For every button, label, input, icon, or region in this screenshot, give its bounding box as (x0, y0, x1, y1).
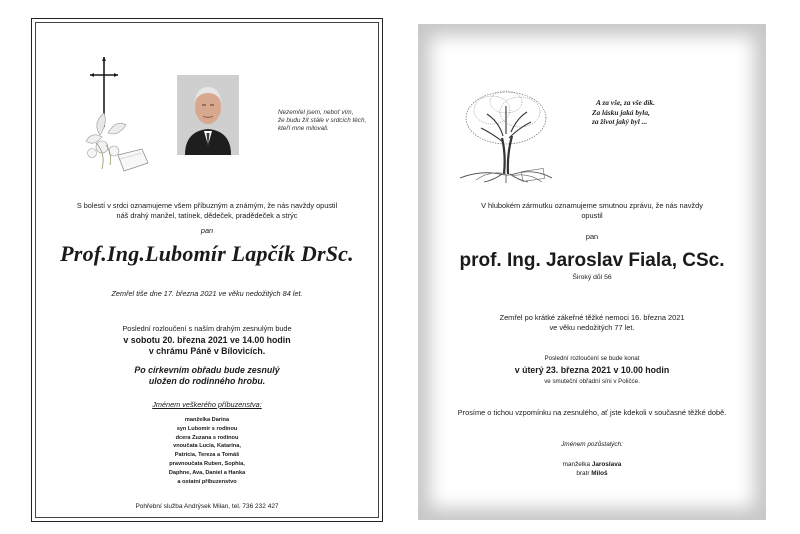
pan-label: pan (200, 226, 214, 235)
quote-line: že budu žít stále v srdcích těch, (278, 117, 367, 124)
family-role: bratr (576, 470, 590, 477)
family-line: pravnoučata Ruben, Sophia, (169, 460, 245, 467)
announcement-intro (418, 201, 766, 222)
quote (278, 109, 378, 133)
cross-with-lilies-icon (82, 55, 162, 175)
farewell-line: v sobotu 20. března 2021 ve 14.00 hodin (123, 335, 291, 345)
intro-line: S bolestí v srdci oznamujeme všem příbuzným a známým, že nás navždy opustil (76, 201, 338, 210)
pan-label: pan (585, 232, 599, 241)
intro-line: opustil (581, 211, 603, 221)
motto (592, 98, 712, 127)
motto-line: A za vše, za vše dík. (596, 98, 655, 107)
burial-line: Po církevním obřadu bude zesnulý (134, 365, 280, 375)
family-list (418, 460, 766, 478)
farewell-place: ve smuteční obřadní síni v Poličce. (544, 378, 640, 385)
family-member-name: Jaroslava (591, 461, 622, 468)
family-role: manželka (562, 461, 591, 468)
intro-line: náš drahý manžel, tatínek, dědeček, pradědeček a strýc (116, 211, 298, 220)
death-line: ve věku nedožitých 77 let. (549, 323, 635, 332)
deceased-name: Prof.Ing.Lubomír Lapčík DrSc. (60, 241, 354, 266)
death-line: Zemřel po krátké zákeřné těžké nemoci 16. března 2021 (499, 313, 685, 322)
family-line: manželka Darina (184, 417, 230, 423)
family-line: Daphne, Ava, Daniel a Hanka (168, 469, 246, 476)
family-line: Patricia, Tereza a Tomáš (174, 452, 240, 459)
burial-line: uložen do rodinného hrobu. (148, 376, 266, 386)
motto-line: za život jaký byl ... (592, 117, 648, 127)
funeral-service: Pohřební služba Andrýsek Milan, tel. 736 232 427 (135, 503, 279, 510)
deceased-address: Široký důl 56 (572, 274, 612, 281)
deceased-name: prof. Ing. Jaroslav Fiala, CSc. (459, 250, 725, 271)
farewell-datetime: v úterý 23. března 2021 v 10.00 hodin (514, 365, 670, 375)
farewell-intro: Poslední rozloučení s naším drahým zesnulým bude (122, 324, 292, 333)
family-line (418, 460, 766, 469)
obituary-notice-left (31, 18, 383, 522)
family-line: vnoučata Lucia, Katarína, (173, 443, 241, 450)
farewell-details (32, 335, 382, 357)
motto-line: Za lásku jaká byla, (592, 107, 650, 117)
farewell-line: v chrámu Páně v Bílovicích. (148, 346, 266, 356)
burial-note (32, 365, 382, 387)
intro-line: V hlubokém zármutku oznamujeme smutnou zprávu, že nás navždy (481, 201, 703, 210)
family-line: syn Lubomír s rodinou (176, 425, 238, 432)
farewell-intro: Poslední rozloučení se bude konat (544, 355, 640, 362)
death-date (418, 313, 766, 333)
family-heading: Jménem pozůstalých: (561, 441, 623, 448)
death-date: Zemřel tiše dne 17. března 2021 ve věku nedožitých 84 let. (111, 289, 303, 298)
family-member-name: Miloš (591, 470, 608, 477)
family-line: a ostatní příbuzenstvo (177, 478, 237, 485)
family-heading-text: Jménem veškerého příbuzenstva: (152, 400, 262, 409)
quote-line: Nezemřel jsem, neboť vím, (278, 109, 354, 116)
obituary-notice-right (418, 24, 766, 520)
family-list (32, 416, 382, 486)
tree-icon (456, 84, 556, 188)
quote-line: kteří mne milovali. (278, 125, 329, 132)
remembrance-request: Prosíme o tichou vzpomínku na zesnulého, ať jste kdekoli v současné těžké době. (457, 408, 727, 417)
family-line: dcera Zuzana s rodinou (175, 434, 239, 441)
announcement-intro (32, 201, 382, 221)
portrait-photo (177, 75, 239, 155)
family-heading (32, 400, 382, 409)
family-line (418, 469, 766, 478)
